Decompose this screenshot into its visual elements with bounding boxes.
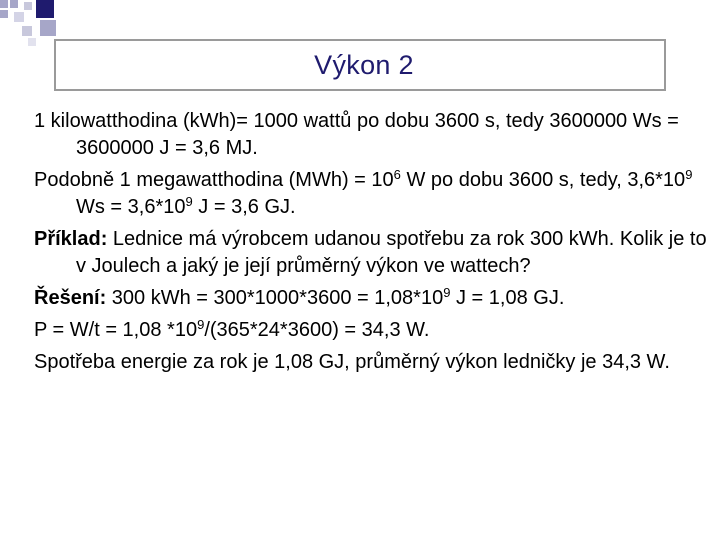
text: J = 3,6 GJ. bbox=[192, 196, 296, 218]
label-solution: Řešení: bbox=[34, 287, 107, 309]
deco-square bbox=[0, 0, 8, 8]
exponent: 9 bbox=[185, 194, 193, 209]
text: W po dobu 3600 s, tedy, 3,6*10 bbox=[400, 169, 686, 191]
title-frame bbox=[54, 39, 666, 91]
text: 300 kWh = 300*1000*3600 = 1,08*10 bbox=[106, 287, 444, 309]
exponent: 9 bbox=[443, 285, 451, 300]
text: /(365*24*3600) = 34,3 W. bbox=[204, 319, 430, 341]
deco-square bbox=[10, 0, 18, 8]
text: Spotřeba energie za rok je 1,08 GJ, průměrný výkon ledničky je 34,3 W. bbox=[34, 351, 670, 373]
paragraph-example bbox=[34, 226, 710, 280]
deco-square bbox=[14, 12, 24, 22]
paragraph-power bbox=[34, 317, 710, 344]
deco-square bbox=[36, 0, 54, 18]
exponent: 9 bbox=[197, 317, 205, 332]
text: Ws = 3,6*10 bbox=[76, 196, 186, 218]
deco-square bbox=[24, 2, 32, 10]
deco-square bbox=[22, 26, 32, 36]
slide-title: Výkon 2 bbox=[314, 49, 414, 80]
paragraph-solution bbox=[34, 285, 710, 312]
deco-square bbox=[28, 38, 36, 46]
deco-square bbox=[40, 20, 56, 36]
slide-body bbox=[34, 108, 710, 381]
text: Lednice má výrobcem udanou spotřebu za rok 300 kWh. Kolik je to v Joulech a jaký je její průměrný výkon ve wattech? bbox=[76, 228, 707, 277]
deco-square bbox=[0, 10, 8, 18]
paragraph-kwh bbox=[34, 108, 710, 162]
text: J = 1,08 GJ. bbox=[450, 287, 565, 309]
text: Podobně 1 megawatthodina (MWh) = 10 bbox=[34, 169, 394, 191]
paragraph-mwh bbox=[34, 167, 710, 221]
paragraph-conclusion bbox=[34, 349, 710, 376]
exponent: 6 bbox=[393, 167, 401, 182]
text: P = W/t = 1,08 *10 bbox=[34, 319, 198, 341]
exponent: 9 bbox=[685, 167, 693, 182]
label-example: Příklad: bbox=[34, 228, 108, 250]
text: 1 kilowatthodina (kWh)= 1000 wattů po dobu 3600 s, tedy 3600000 Ws = 3600000 J = 3,6 MJ. bbox=[34, 110, 679, 159]
